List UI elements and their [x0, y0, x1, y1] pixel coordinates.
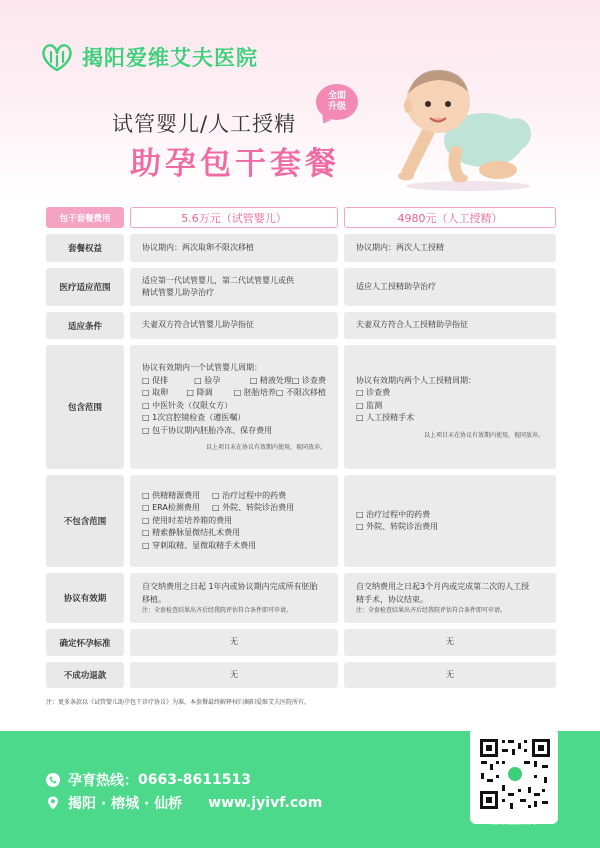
medical-scope-ivf-line2: 精试管婴儿助孕治疗: [142, 288, 214, 297]
rights-ivf: 协议期内：两次取卵不限次移植: [142, 242, 254, 252]
table-header-row: [46, 207, 556, 228]
pregnancy-standard-iui: 无: [446, 637, 454, 647]
excluded-iui: [344, 475, 556, 567]
rights-label: 套餐权益: [46, 234, 124, 262]
included-iui: [344, 345, 556, 469]
pregnancy-standard-label: 确定怀孕标准: [46, 629, 124, 656]
location-text: 揭阳 · 榕城 · 仙桥: [68, 796, 183, 812]
included-ivf-item: □ 精液处理: [249, 375, 292, 385]
medical-scope-label: 医疗适应范围: [46, 268, 124, 306]
included-iui-item: □ 诊查费: [356, 388, 391, 397]
page-subtitle: 助孕包干套餐: [130, 146, 340, 182]
excluded-ivf-item: □ 治疗过程中的药费: [212, 490, 287, 500]
excluded-ivf-item: □ 使用时差培养箱的费用: [142, 515, 233, 525]
excluded-ivf-item: □ ERA检测费用: [142, 503, 200, 513]
terms-footnote: 注：更多条款以《试管婴儿助孕包干诊疗协议》为准。本套餐最终解释权归揭阳爱维艾夫医院所有。: [46, 699, 311, 706]
iui-price: 4980元（人工授精）: [344, 207, 556, 228]
hotline-label: 孕育热线：: [68, 773, 138, 789]
validity-ivf-line1: 自交纳费用之日起 1年内或协议期内完成所有胚胎: [142, 582, 318, 591]
included-ivf-item: □ 包干协议期内胚胎冷冻、保存费用: [142, 425, 273, 435]
medical-scope-row: [46, 268, 556, 306]
included-ivf-note: 以上项目未在协议有效期内使用，视同放弃。: [205, 444, 326, 451]
pregnancy-standard-row: [46, 629, 556, 656]
medical-scope-iui: 适应人工授精助孕治疗: [356, 281, 436, 291]
excluded-ivf-item: □ 供精精源费用: [142, 490, 201, 500]
pregnancy-standard-ivf: 无: [230, 637, 238, 647]
hospital-logo: [40, 42, 258, 72]
included-iui-intro: 协议有效期内两个人工授精周期：: [356, 375, 476, 385]
hospital-logo-icon: [40, 42, 74, 72]
fee-label: 包干套餐费用: [46, 207, 124, 228]
validity-iui-line1: 自交纳费用之日起3个月内或完成第二次的人工授: [356, 582, 530, 591]
included-iui-item: □ 监测: [356, 400, 383, 410]
refund-row: [46, 662, 556, 688]
medical-scope-ivf-line1: 适应第一代试管婴儿，第二代试管婴儿或供: [142, 275, 294, 285]
included-ivf-intro: 协议有效期内一个试管婴儿周期：: [142, 363, 262, 372]
excluded-ivf-item: □ 外院、转院诊治费用: [212, 503, 295, 513]
excluded-iui-item: □ 治疗过程中的药费: [356, 509, 431, 519]
condition-ivf: 夫妻双方符合试管婴儿助孕指征: [142, 320, 254, 330]
hotline-number[interactable]: 0663-8611513: [138, 772, 251, 788]
excluded-row: [46, 475, 556, 567]
upgrade-badge-line1: 全面: [327, 91, 346, 101]
included-ivf-item: □ 降调: [186, 388, 213, 397]
qr-caption: 扫码关注公众号: [491, 818, 537, 826]
included-ivf-item: □ 中医针灸（仅限女方）: [142, 400, 233, 410]
refund-iui: 无: [446, 669, 454, 679]
included-ivf-item: □ 不限次移植: [275, 388, 326, 397]
validity-ivf-line2: 移植。: [142, 594, 166, 604]
excluded-ivf-item: □ 穿刺取精、显微取精手术费用: [142, 540, 257, 550]
location: [46, 793, 322, 813]
refund-label: 不成功退款: [46, 662, 124, 688]
excluded-label: 不包含范围: [46, 475, 124, 567]
upgrade-badge-line2: 升级: [327, 102, 346, 112]
condition-row: [46, 312, 556, 339]
location-pin-icon: [46, 796, 60, 810]
website-link[interactable]: www.jyivf.com: [208, 795, 323, 811]
included-ivf-item: □ 胚胎培养: [233, 388, 276, 397]
hospital-name: 揭阳爱维艾夫医院: [82, 46, 258, 70]
upgrade-badge: [316, 84, 358, 120]
included-ivf-item: □ 验孕: [194, 375, 221, 385]
validity-iui-note: 注：全套检查结果出齐后经我院评估符合条件即可申请。: [356, 607, 507, 614]
validity-label: 协议有效期: [46, 573, 124, 623]
included-ivf-item: □ 促排: [142, 375, 169, 385]
included-ivf-item: □ 1次宫腔镜检查（遵医嘱）: [142, 413, 246, 422]
included-ivf-item: □ 取卵: [142, 388, 169, 397]
included-ivf: [130, 345, 338, 469]
rights-row: [46, 234, 556, 262]
ivf-price: 5.6万元（试管婴儿）: [130, 207, 338, 228]
validity-ivf-note: 注：全套检查结果出齐后经我院评估符合条件即可申请。: [142, 607, 293, 614]
validity-iui-line2: 精手术，协议结束。: [356, 594, 428, 604]
page-title: 试管婴儿/人工授精: [112, 112, 297, 136]
hotline: [46, 770, 251, 790]
included-ivf-item: □ 诊查费: [291, 375, 326, 385]
excluded-ivf: [130, 475, 338, 567]
refund-ivf: 无: [230, 669, 238, 679]
condition-label: 适应条件: [46, 312, 124, 339]
rights-iui: 协议期内：两次人工授精: [356, 242, 444, 252]
included-iui-item: □ 人工授精手术: [356, 413, 415, 422]
excluded-iui-item: □ 外院、转院诊治费用: [356, 522, 439, 531]
excluded-ivf-item: □ 精索静脉显微结扎术费用: [142, 528, 241, 538]
condition-iui: 夫妻双方符合人工授精助孕指征: [356, 320, 468, 330]
included-row: [46, 345, 556, 469]
included-label: 包含范围: [46, 345, 124, 469]
qr-code[interactable]: [478, 737, 552, 811]
included-iui-note: 以上项目未在协议有效期内使用，视同放弃。: [423, 431, 544, 439]
phone-icon: [46, 773, 60, 787]
validity-row: [46, 573, 556, 623]
baby-photo: [398, 54, 538, 192]
